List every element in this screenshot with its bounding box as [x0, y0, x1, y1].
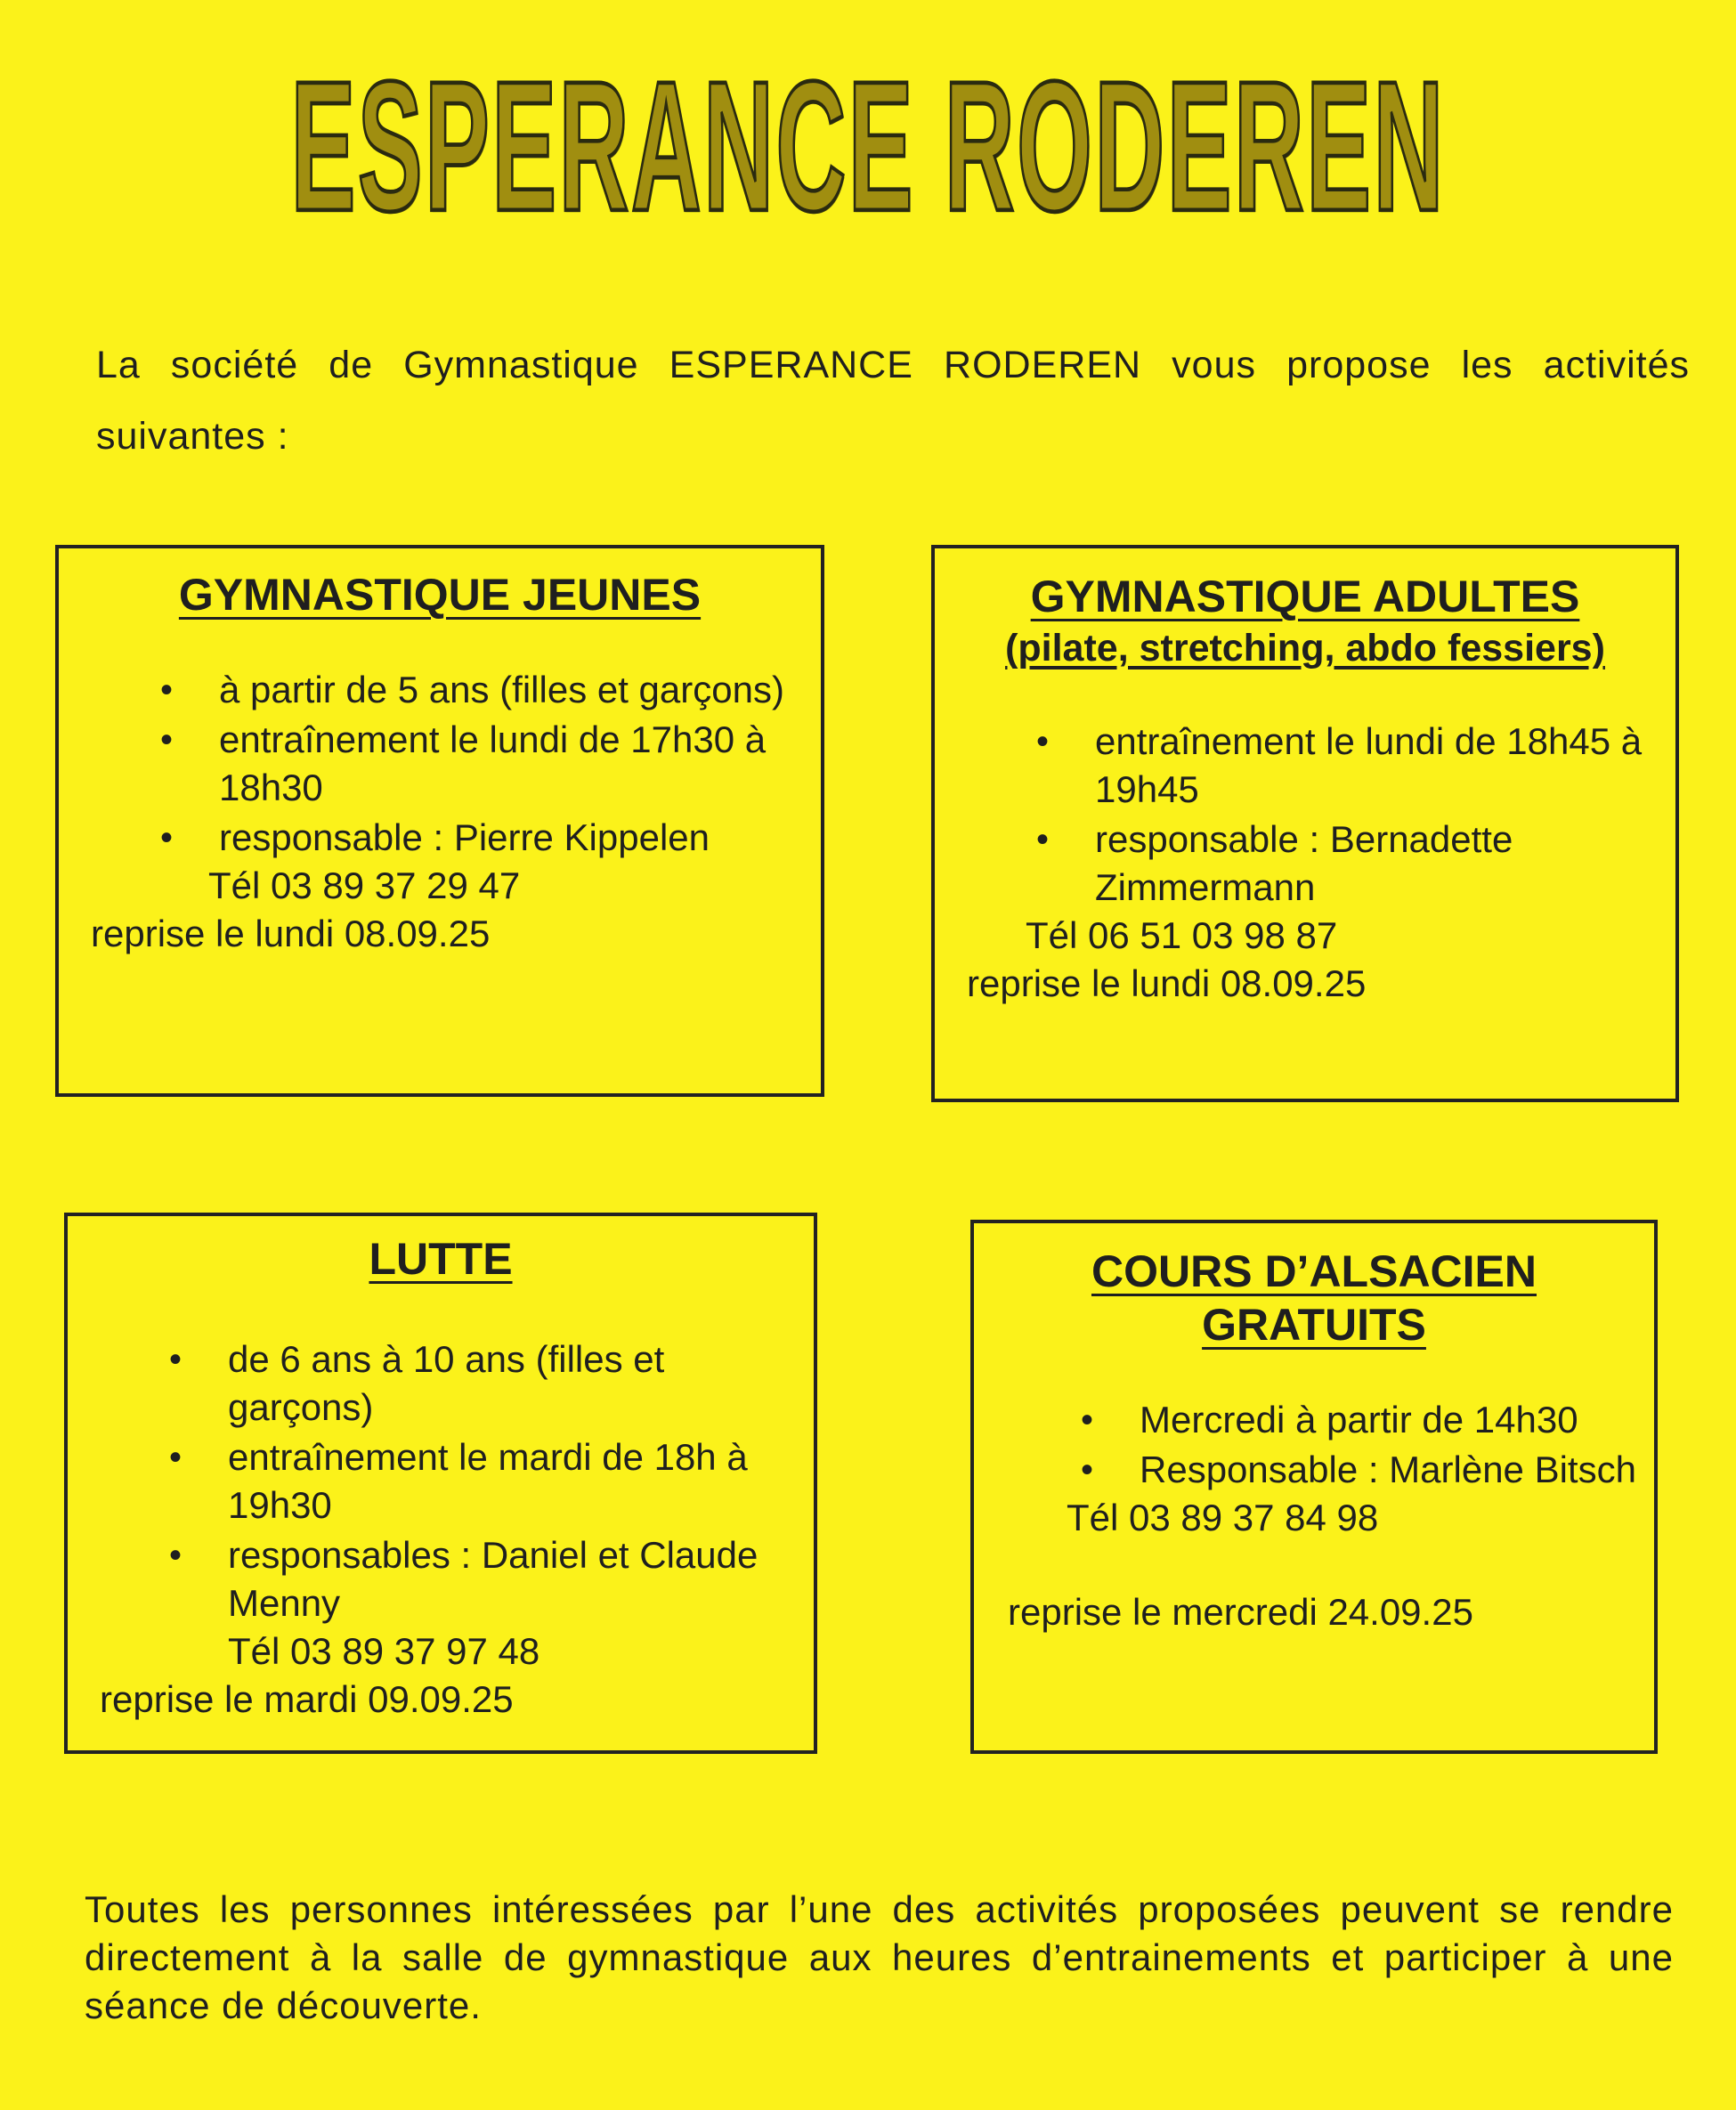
- list-item: • responsables : Daniel et Claude Menny: [228, 1531, 780, 1627]
- reprise-date: reprise le lundi 08.09.25: [967, 962, 1367, 1004]
- title-banner: [0, 36, 1736, 258]
- list-item: • entraînement le mardi de 18h à 19h30: [228, 1433, 780, 1530]
- activity-list: [68, 1335, 780, 1627]
- reprise-date: reprise le mercredi 24.09.25: [1008, 1591, 1473, 1633]
- list-item: • responsable : Pierre Kippelen: [219, 814, 789, 862]
- phone-number: Tél 03 89 37 29 47: [208, 864, 521, 906]
- phone-number: Tél 06 51 03 98 87: [1026, 914, 1338, 956]
- activity-box-lutte: [64, 1213, 817, 1754]
- activity-heading: LUTTE: [369, 1234, 513, 1284]
- page-title: ESPERANCE RODEREN: [290, 44, 1446, 250]
- activity-list: [974, 1396, 1638, 1494]
- list-item: • Responsable : Marlène Bitsch: [1140, 1446, 1638, 1494]
- phone-number: Tél 03 89 37 84 98: [1067, 1497, 1379, 1538]
- activity-box-adultes: [931, 545, 1679, 1102]
- intro-text: La société de Gymnastique ESPERANCE RODEREN vous propose les activités suivantes :: [96, 344, 1690, 458]
- activity-box-alsacien: [970, 1220, 1658, 1754]
- list-item: • entraînement le lundi de 18h45 à 19h45: [1095, 718, 1647, 814]
- phone-number: Tél 03 89 37 97 48: [228, 1630, 540, 1672]
- list-item: • de 6 ans à 10 ans (filles et garçons): [228, 1335, 780, 1432]
- activity-box-jeunes: [55, 545, 824, 1097]
- list-item: • à partir de 5 ans (filles et garçons): [219, 666, 789, 714]
- reprise-date: reprise le lundi 08.09.25: [91, 913, 491, 954]
- activity-list: [59, 666, 789, 862]
- footer-text: Toutes les personnes intéressées par l’une des activités proposées peuvent se rendre directement à la salle de gymnastique aux heures d’entrainements et participer à une séance de découverte.: [85, 1888, 1674, 2026]
- activity-heading: COURS D’ALSACIEN GRATUITS: [1091, 1246, 1537, 1350]
- activity-subheading: (pilate, stretching, abdo fessiers): [1005, 627, 1605, 670]
- activity-heading: GYMNASTIQUE ADULTES: [1030, 572, 1580, 621]
- list-item: • responsable : Bernadette Zimmermann: [1095, 816, 1647, 912]
- activity-list: [935, 718, 1647, 912]
- list-item: • Mercredi à partir de 14h30: [1140, 1396, 1638, 1444]
- reprise-date: reprise le mardi 09.09.25: [100, 1678, 514, 1720]
- list-item: • entraînement le lundi de 17h30 à 18h30: [219, 716, 789, 812]
- activity-heading: GYMNASTIQUE JEUNES: [178, 570, 702, 620]
